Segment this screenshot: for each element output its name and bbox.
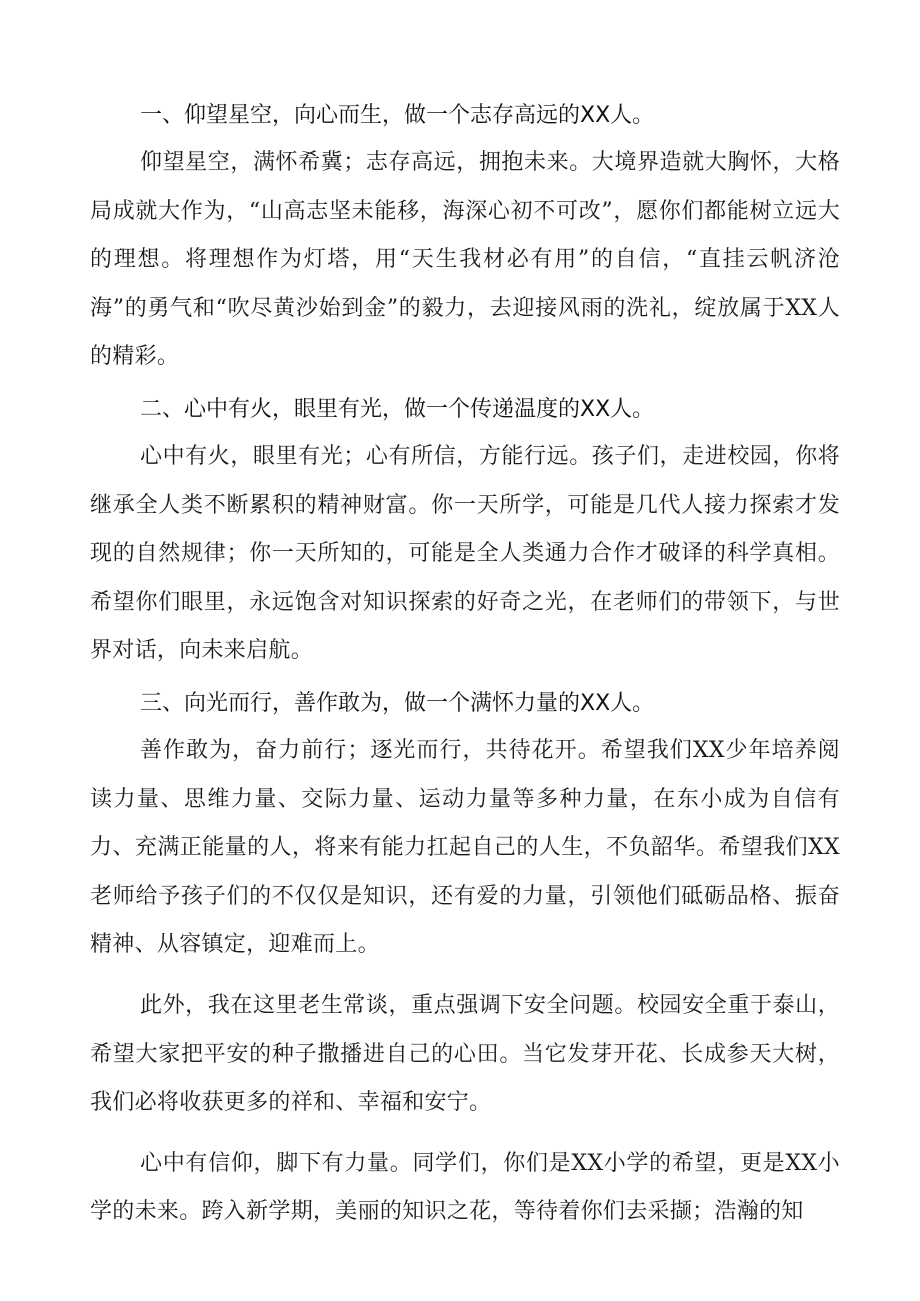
- section-2-heading: 二、心中有火，眼里有光，做一个传递温度的XX人。: [140, 396, 655, 422]
- section-3-paragraph: 善作敢为，奋力前行；逐光而行，共待花开。希望我们XX少年培养阅读力量、思维力量、交际力量、运动力量等多种力量，在东小成为自信有力、充满正能量的人，将来有能力扛起自己的人生，不负韶华。希望我们XX老师给予孩子们的不仅仅是知识，还有爱的力量，引领他们砥砺品格、振奋精神、从容镇定，迎难而上。: [90, 737, 840, 958]
- section-1-heading: 一、仰望星空，向心而生，做一个志存高远的XX人。: [140, 103, 655, 128]
- document-body: [90, 92, 840, 1237]
- section-2-paragraph: 心中有火，眼里有光；心有所信，方能行远。孩子们，走进校园，你将继承全人类不断累积的精神财富。你一天所学，可能是几代人接力探索才发现的自然规律；你一天所知的，可能是全人类通力合作才破译的科学真相。希望你们眼里，永远饱含对知识探索的好奇之光，在老师们的带领下，与世界对话，向未来启航。: [90, 443, 840, 664]
- closing-paragraph-future: 心中有信仰，脚下有力量。同学们，你们是XX小学的希望，更是XX小学的未来。跨入新学期，美丽的知识之花，等待着你们去采撷；浩瀚的知: [90, 1150, 840, 1225]
- section-1-paragraph: 仰望星空，满怀希冀；志存高远，拥抱未来。大境界造就大胸怀，大格局成就大作为，“山高志坚未能移，海深心初不可改”，愿你们都能树立远大的理想。将理想作为灯塔，用“天生我材必有用”的自信，“直挂云帆济沧海”的勇气和“吹尽黄沙始到金”的毅力，去迎接风雨的洗礼，绽放属于XX人的精彩。: [90, 150, 840, 370]
- section-3-heading: 三、向光而行，善作敢为，做一个满怀力量的XX人。: [140, 690, 655, 716]
- closing-paragraph-safety: 此外，我在这里老生常谈，重点强调下安全问题。校园安全重于泰山，希望大家把平安的种子撒播进自己的心田。当它发芽开花、长成参天大树，我们必将收获更多的祥和、幸福和安宁。: [90, 992, 840, 1116]
